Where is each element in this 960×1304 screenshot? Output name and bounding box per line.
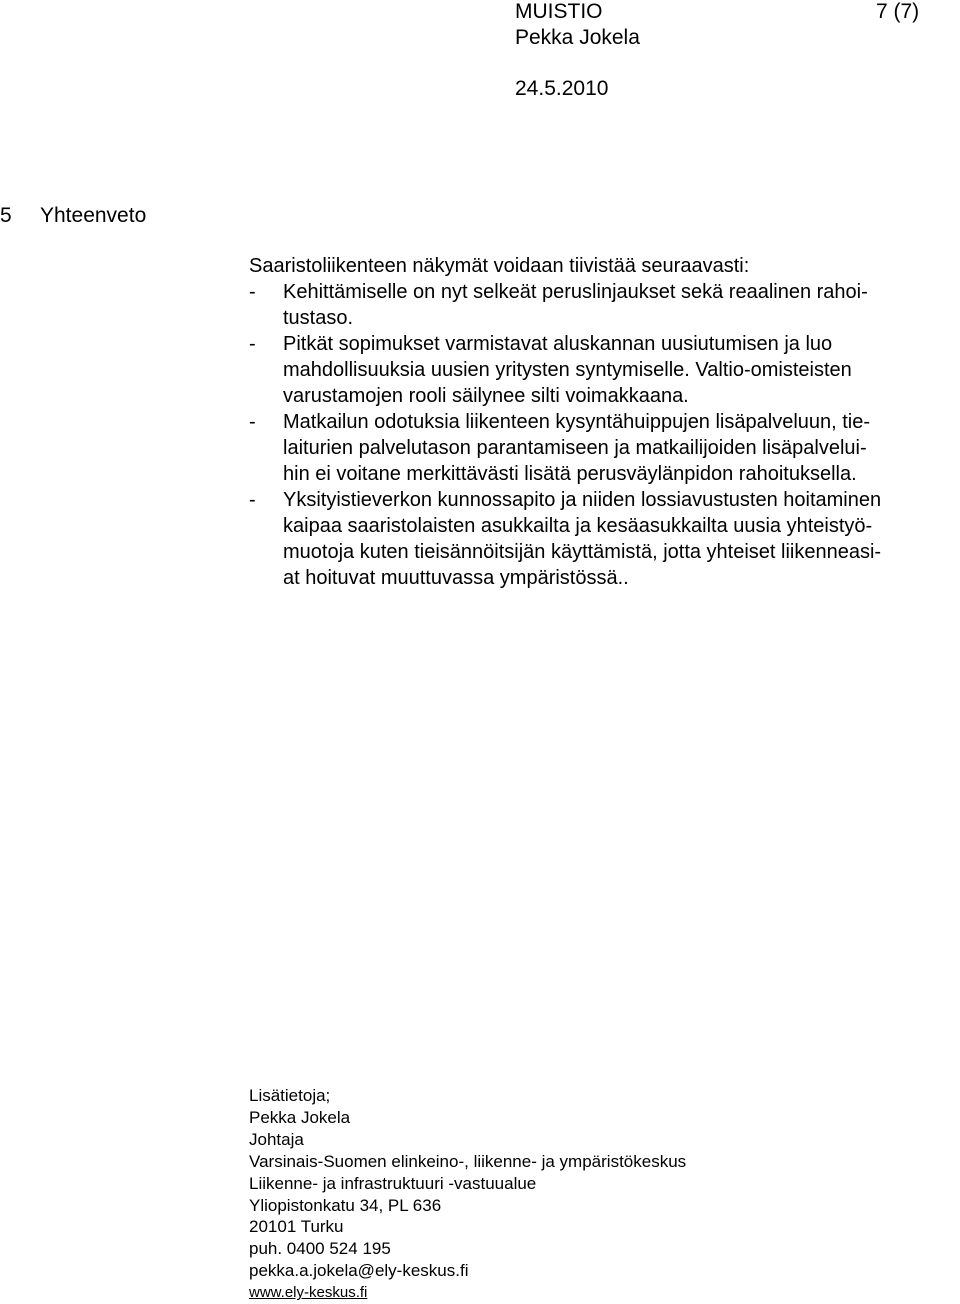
list-item-line: Pitkät sopimukset varmistavat aluskannan uusiutumisen ja luo (283, 333, 833, 355)
list-item (249, 487, 960, 591)
contact-name: Pekka Jokela (249, 1107, 351, 1127)
contact-phone: puh. 0400 524 195 (249, 1239, 391, 1259)
section-number: 5 (0, 204, 12, 227)
bullet-dash: - (249, 333, 256, 355)
contact-unit: Liikenne- ja infrastruktuuri -vastuualue (249, 1173, 537, 1193)
list-item-line: tustaso. (283, 307, 354, 329)
list-item (249, 331, 960, 409)
list-item-line: kaipaa saaristolaisten asukkailta ja kesäasukkailta uusia yhteistyö- (283, 515, 873, 537)
list-item-line: hin ei voitane merkittävästi lisätä perusväylänpidon rahoituksella. (283, 463, 857, 485)
section-title: Yhteenveto (40, 204, 147, 227)
bullet-dash: - (249, 411, 256, 433)
list-item-line: muotoja kuten tieisännöitsijän käyttämistä, jotta yhteiset liikenneasi- (283, 541, 882, 563)
list-item (249, 409, 960, 487)
list-item-line: at hoituvat muuttuvassa ympäristössä.. (283, 567, 629, 589)
header-date: 24.5.2010 (515, 77, 609, 100)
contact-info (249, 1085, 686, 1304)
list-item (249, 279, 960, 331)
list-item-line: laiturien palvelutason parantamiseen ja matkailijoiden lisäpalvelui- (283, 437, 867, 459)
contact-address: Yliopistonkatu 34, PL 636 (249, 1195, 442, 1215)
contact-organization: Varsinais-Suomen elinkeino-, liikenne- ja ympäristökeskus (249, 1151, 687, 1171)
contact-label: Lisätietoja; (249, 1086, 331, 1105)
contact-role: Johtaja (249, 1129, 304, 1149)
bullet-dash: - (249, 281, 256, 303)
contact-postal-code: 20101 Turku (249, 1217, 344, 1237)
website-link[interactable]: www.ely-keskus.fi (249, 1284, 368, 1302)
list-item-line: Yksityistieverkon kunnossapito ja niiden lossiavustusten hoitaminen (283, 489, 882, 511)
summary-intro: Saaristoliikenteen näkymät voidaan tiivistää seuraavasti: (249, 255, 750, 277)
list-item-line: Kehittämiselle on nyt selkeät peruslinjaukset sekä reaalinen rahoi- (283, 281, 868, 303)
list-item-line: mahdollisuuksia uusien yritysten syntymiselle. Valtio-omisteisten (283, 359, 852, 381)
summary-body (249, 253, 960, 591)
contact-email: pekka.a.jokela@ely-keskus.fi (249, 1261, 469, 1281)
list-item-line: varustamojen rooli säilynee silti voimakkaana. (283, 385, 689, 407)
bullet-dash: - (249, 489, 256, 511)
summary-list (249, 279, 960, 591)
list-item-line: Matkailun odotuksia liikenteen kysyntähuippujen lisäpalveluun, tie- (283, 411, 871, 433)
page-number: 7 (7) (876, 0, 920, 23)
section-heading (0, 203, 146, 229)
document-type-label: MUISTIO (515, 0, 603, 23)
header-author: Pekka Jokela (515, 26, 640, 49)
